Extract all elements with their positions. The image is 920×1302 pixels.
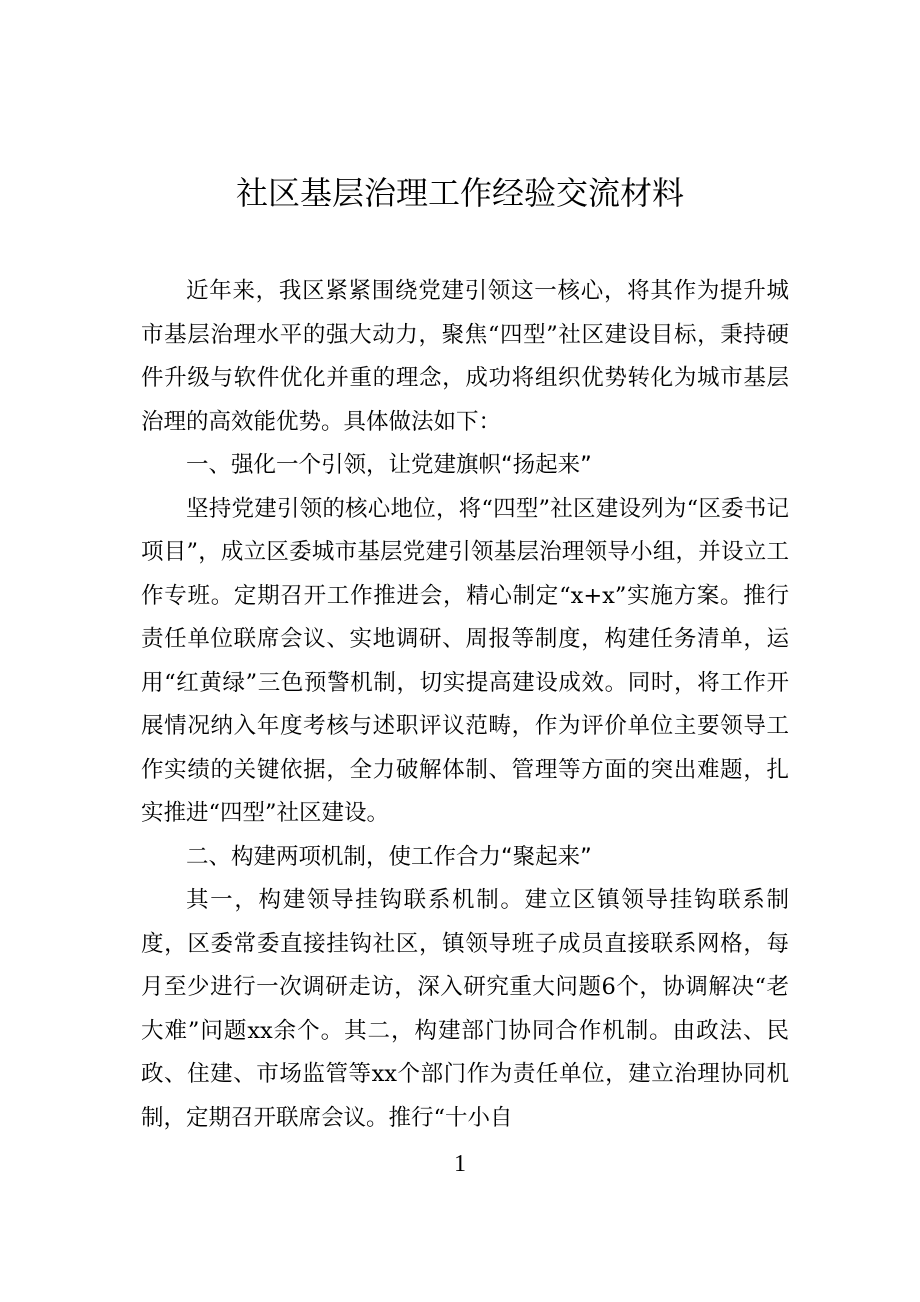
section-1-paragraph: 坚持党建引领的核心地位，将“四型”社区建设列为“区委书记项目”，成立区委城市基层党建引领基层治理领导小组，并设立工作专班。定期召开工作推进会，精心制定“x+x”实施方案。推行责任单位联席会议、实地调研、周报等制度，构建任务清单，运用“红黄绿”三色预警机制，切实提高建设成效。同时，将工作开展情况纳入年度考核与述职评议范畴，作为评价单位主要领导工作实绩的关键依据，全力破解体制、管理等方面的突出难题，扎实推进“四型”社区建设。 (141, 495, 789, 826)
section-2-paragraph: 其一，构建领导挂钩联系机制。建立区镇领导挂钩联系制度，区委常委直接挂钩社区，镇领导班子成员直接联系网格，每月至少进行一次调研走访，深入研究重大问题6个，协调解决“老大难”问题xx余个。其二，构建部门协同合作机制。由政法、民政、住建、市场监管等xx个部门作为责任单位，建立治理协同机制，定期召开联席会议。推行“十小自 (141, 887, 789, 1131)
document-body (141, 270, 789, 1140)
document-title: 社区基层治理工作经验交流材料 (235, 174, 684, 212)
section-2-heading: 二、构建两项机制，使工作合力“聚起来” (186, 843, 592, 870)
intro-paragraph: 近年来，我区紧紧围绕党建引领这一核心，将其作为提升城市基层治理水平的强大动力，聚焦“四型”社区建设目标，秉持硬件升级与软件优化并重的理念，成功将组织优势转化为城市基层治理的高效能优势。具体做法如下： (141, 278, 789, 435)
page-number: 1 (454, 1151, 466, 1177)
section-1-heading: 一、强化一个引领，让党建旗帜“扬起来” (186, 452, 592, 478)
